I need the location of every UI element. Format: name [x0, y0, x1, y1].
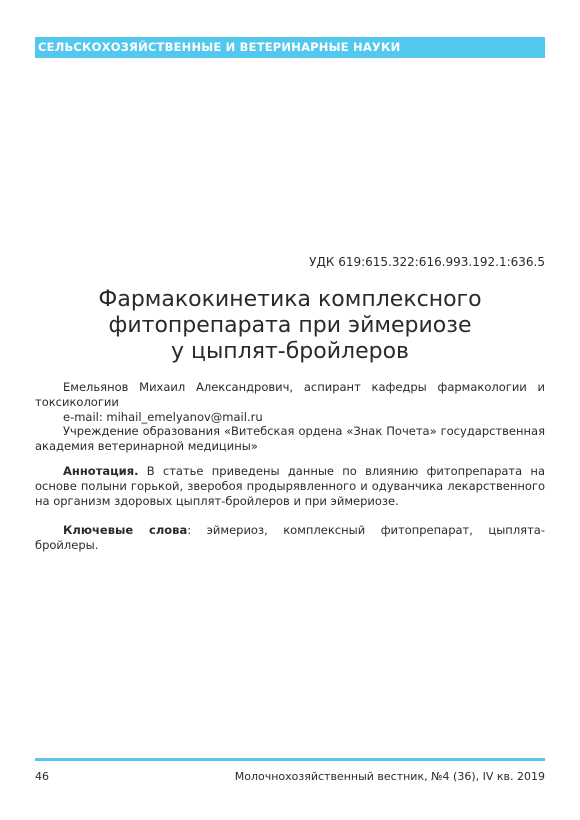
abstract-label: Аннотация. [63, 464, 139, 478]
abstract-text: В статье приведены данные по влиянию фитопрепарата на основе полыни горькой, зверобоя продырявленного и одуванчика лекарственного на организм здоровых цыплят-бройлеров и при эймериозе. [35, 464, 545, 508]
author-institution: Учреждение образования «Витебская ордена «Знак Почета» государственная академия ветеринарной медицины» [35, 424, 545, 454]
page-number: 46 [35, 770, 49, 783]
keywords [35, 523, 545, 553]
section-banner [35, 37, 545, 58]
author-email: e-mail: mihail_emelyanov@mail.ru [63, 409, 263, 424]
keywords-label: Ключевые слова [63, 523, 188, 537]
footer-divider [35, 758, 545, 761]
title-line: у цыплят-бройлеров [170, 339, 410, 364]
title-line: Фармакокинетика комплексного [98, 287, 482, 312]
keywords-text: : эймериоз, комплексный фитопрепарат, цыплята-бройлеры. [35, 523, 545, 552]
title-line: фитопрепарата при эймериозе [108, 313, 472, 338]
author-name: Емельянов Михаил Александрович, аспирант кафедры фармакологии и токсикологии [35, 380, 545, 409]
article-title [35, 287, 545, 365]
journal-citation: Молочнохозяйственный вестник, №4 (36), IV кв. 2019 [234, 770, 545, 783]
section-title: СЕЛЬСКОХОЗЯЙСТВЕННЫЕ И ВЕТЕРИНАРНЫЕ НАУКИ [38, 40, 401, 54]
abstract [35, 464, 545, 508]
udk-code: УДК 619:615.322:616.993.192.1:636.5 [309, 255, 545, 269]
author-info [35, 380, 545, 454]
